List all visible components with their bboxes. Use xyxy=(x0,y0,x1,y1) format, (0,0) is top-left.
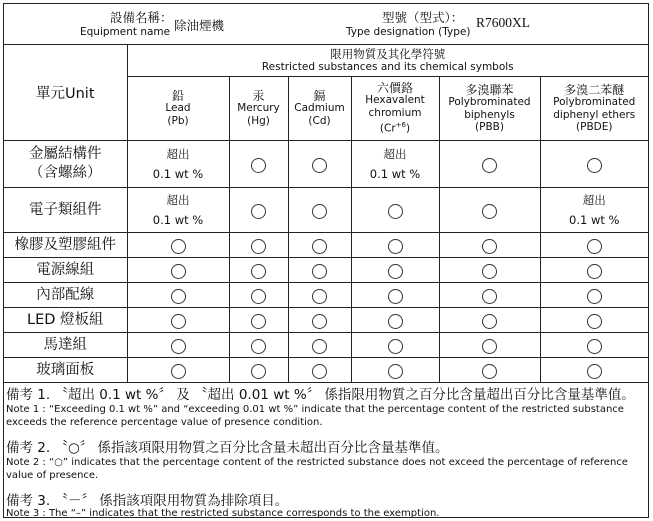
circle-mark xyxy=(312,239,327,254)
circle-mark xyxy=(482,158,497,173)
table-row xyxy=(4,283,648,308)
type-value: R7600XL xyxy=(476,15,530,30)
exceed-cell: 超出 0.1 wt % xyxy=(127,141,229,188)
circle-mark xyxy=(251,204,266,219)
circle-mark xyxy=(251,364,266,379)
restricted-header-zh: 限用物質及其化學符號 xyxy=(330,46,446,61)
circle-mark xyxy=(312,289,327,304)
table-row xyxy=(4,258,648,283)
substance-mercury: 汞 Mercury (Hg) xyxy=(229,77,288,141)
circle-mark xyxy=(171,239,186,254)
circle-mark xyxy=(312,314,327,329)
circle-mark xyxy=(587,339,602,354)
restricted-header-en: Restricted substances and its chemical symbols xyxy=(261,60,514,73)
circle-mark xyxy=(388,239,403,254)
circle-mark xyxy=(587,239,602,254)
circle-mark xyxy=(482,364,497,379)
circle-mark xyxy=(171,264,186,279)
circle-mark xyxy=(482,339,497,354)
circle-mark xyxy=(312,364,327,379)
circle-mark xyxy=(482,289,497,304)
table-row xyxy=(4,333,648,358)
note-3-en: Note 3 : The “–” indicates that the restricted substance corresponds to the exemption. xyxy=(6,508,440,519)
table-row xyxy=(4,188,648,233)
row-label-metal-parts: 金屬結構件 （含螺絲） xyxy=(4,141,127,188)
table-row xyxy=(4,308,648,333)
restricted-substances-table xyxy=(4,44,648,383)
equipment-name-value: 除油煙機 xyxy=(174,18,225,33)
circle-mark xyxy=(388,314,403,329)
type-label-en: Type designation (Type) xyxy=(346,26,471,38)
table-row xyxy=(4,358,648,383)
row-label-led-board: LED 燈板組 xyxy=(4,308,127,333)
note-3-zh: 備考 3. 〝－〞 係指該項限用物質為排除項目。 xyxy=(6,493,289,509)
unit-header: 單元Unit xyxy=(4,45,127,141)
note-1-en: Note 1 : “Exceeding 0.1 wt %” and “exceeding 0.01 wt %” indicate that the percentage content of the restricted substance exceeds the reference percentage value of presence condition. xyxy=(6,404,624,428)
circle-mark xyxy=(312,158,327,173)
circle-mark xyxy=(482,264,497,279)
exceed-cell: 超出 0.1 wt % xyxy=(351,141,439,188)
exceed-cell: 超出 0.1 wt % xyxy=(127,188,229,233)
substance-hexavalent-chromium: 六價鉻 Hexavalent chromium $(Cr^{+6})$ xyxy=(351,77,439,141)
circle-mark xyxy=(388,339,403,354)
circle-mark xyxy=(388,204,403,219)
circle-mark xyxy=(251,314,266,329)
circle-mark xyxy=(171,289,186,304)
substance-pbde: 多溴二苯醚 Polybrominated diphenyl ethers (PBDE) xyxy=(540,77,648,141)
note-2-zh: 備考 2. 〝○〞 係指該項限用物質之百分比含量未超出百分比含量基準值。 xyxy=(6,440,449,456)
circle-mark xyxy=(587,158,602,173)
circle-mark xyxy=(171,339,186,354)
circle-mark xyxy=(388,364,403,379)
equipment-name-label-en: Equipment name xyxy=(80,26,171,38)
circle-mark xyxy=(587,314,602,329)
restricted-substances-header xyxy=(127,45,648,77)
circle-mark xyxy=(312,264,327,279)
exceed-cell: 超出 0.1 wt % xyxy=(540,188,648,233)
table-row xyxy=(4,233,648,258)
circle-mark xyxy=(171,364,186,379)
table-row xyxy=(4,141,648,188)
equipment-name-label-zh: 設備名稱： xyxy=(110,10,173,25)
circle-mark xyxy=(312,339,327,354)
row-label-power-cord: 電源線組 xyxy=(4,258,127,283)
circle-mark xyxy=(388,264,403,279)
note-2-en: Note 2 : “○” indicates that the percentage content of the restricted substance does not exceed the percentage of reference value of presence. xyxy=(6,457,628,481)
rohs-declaration-document xyxy=(3,3,649,518)
circle-mark xyxy=(482,204,497,219)
type-label-zh: 型號（型式）： xyxy=(382,10,464,25)
row-label-motor: 馬達組 xyxy=(4,333,127,358)
circle-mark xyxy=(587,364,602,379)
circle-mark xyxy=(587,289,602,304)
circle-mark xyxy=(251,239,266,254)
circle-mark xyxy=(251,158,266,173)
circle-mark xyxy=(251,339,266,354)
circle-mark xyxy=(482,314,497,329)
row-label-rubber-plastic: 橡膠及塑膠組件 xyxy=(4,233,127,258)
circle-mark xyxy=(251,289,266,304)
substance-lead: 鉛 Lead (Pb) xyxy=(127,77,229,141)
circle-mark xyxy=(587,264,602,279)
row-label-internal-wiring: 內部配線 xyxy=(4,283,127,308)
note-1-zh: 備考 1. 〝超出 0.1 wt %〞 及 〝超出 0.01 wt %〞 係指限用物質之百分比含量超出百分比含量基準值。 xyxy=(6,387,635,403)
circle-mark xyxy=(482,239,497,254)
circle-mark xyxy=(312,204,327,219)
row-label-glass-panel: 玻璃面板 xyxy=(4,358,127,383)
circle-mark xyxy=(171,314,186,329)
circle-mark xyxy=(251,264,266,279)
substance-cadmium: 鎘 Cadmium (Cd) xyxy=(288,77,351,141)
document-header xyxy=(4,4,648,45)
circle-mark xyxy=(388,289,403,304)
substance-pbb: 多溴聯苯 Polybrominated biphenyls (PBB) xyxy=(439,77,540,141)
row-label-electronic-components: 電子類組件 xyxy=(4,188,127,233)
